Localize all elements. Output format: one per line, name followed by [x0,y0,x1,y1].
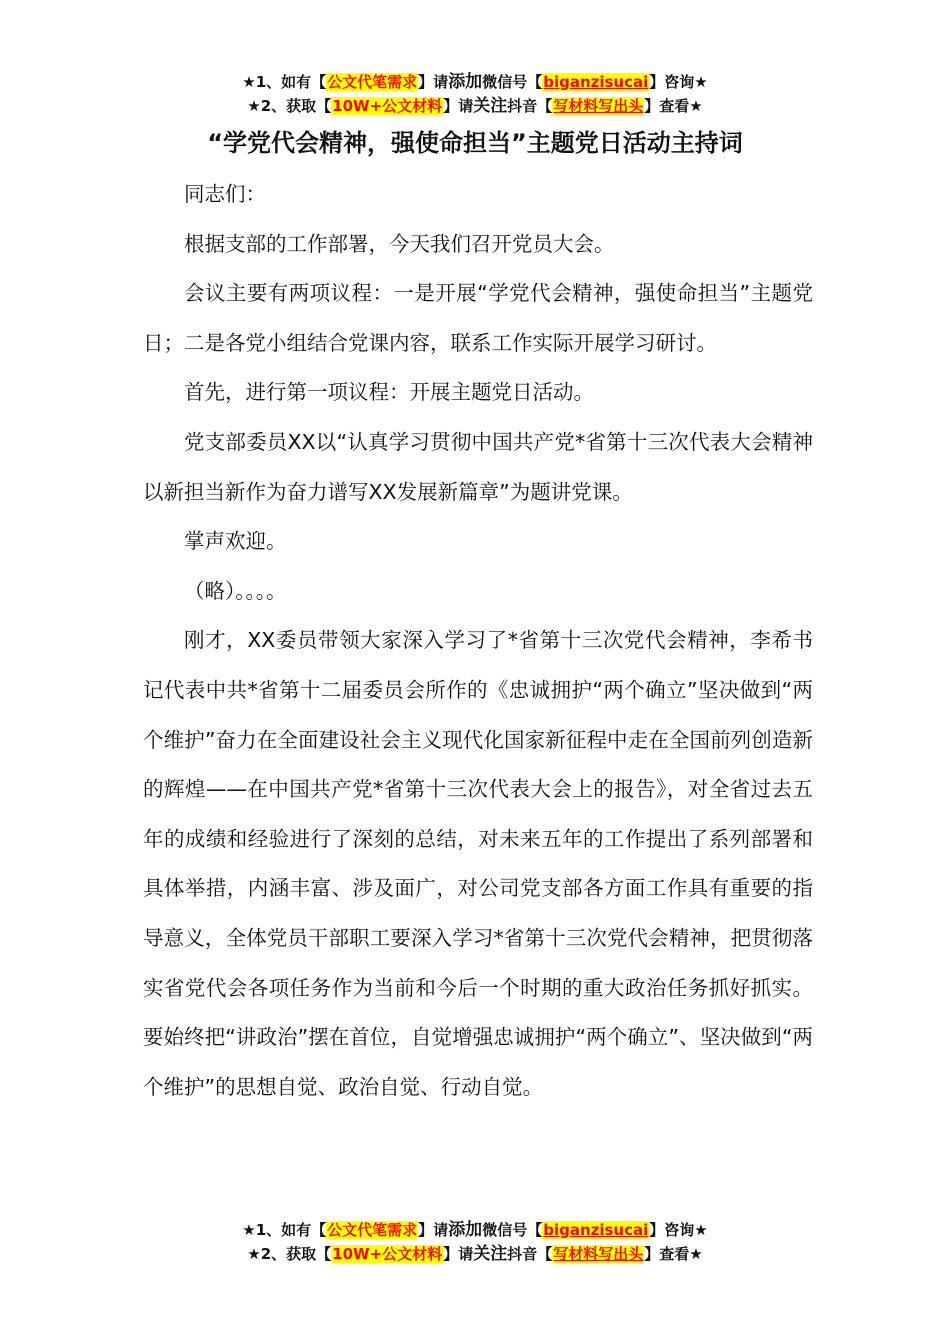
promo-line-1-text: 】请 [418,73,449,91]
wechat-id-link[interactable]: biganzisucai [543,1221,649,1239]
paragraph: 掌声欢迎。 [184,529,287,554]
paragraph: （略）。。。。 [184,578,287,603]
materials-highlight: 10W+公文材料 [332,1245,443,1263]
promo-line-1 [0,1218,950,1242]
paragraph: 根据支部的工作部署，今天我们召开党员大会。 [184,231,615,256]
promo-line-2-douyin-label: 抖音【 [507,1245,553,1263]
promo-line-1-suffix: 】咨询★ [649,73,708,91]
promo-line-2-prefix: ★2、获取【 [247,1245,332,1263]
follow-emphasis: 关注 [473,96,508,116]
wechat-id-link[interactable]: biganzisucai [543,73,649,91]
document-title: “学党代会精神，强使命担当”主题党日活动主持词 [207,129,743,157]
paragraph-greeting: 同志们： [184,182,266,206]
promo-line-2-suffix: 】查看★ [644,97,703,115]
promo-line-1-wechat-label: 微信号【 [482,73,543,91]
writing-service-highlight: 公文代笔需求 [327,1221,418,1239]
promo-line-1-wechat-label: 微信号【 [482,1221,543,1239]
promo-line-1 [0,70,950,94]
writing-service-highlight: 公文代笔需求 [327,73,418,91]
promo-line-1-prefix: ★1、如有【 [242,73,327,91]
add-emphasis: 添加 [448,72,483,92]
promo-line-2-text: 】请 [443,97,474,115]
douyin-account-link[interactable]: 写材料写出头 [553,1245,644,1263]
materials-highlight: 10W+公文材料 [332,97,443,115]
promo-line-2 [0,1242,950,1266]
promo-line-1-prefix: ★1、如有【 [242,1221,327,1239]
document-body [143,170,813,1112]
douyin-account-link[interactable]: 写材料写出头 [553,97,644,115]
promo-line-2-text: 】请 [443,1245,474,1263]
add-emphasis: 添加 [448,1220,483,1240]
promo-line-1-text: 】请 [418,1221,449,1239]
paragraph: 党支部委员XX以“认真学习贯彻中国共产党*省第十三次代表大会精神以新担当新作为奋力谱写XX发展新篇章”为题讲党课。 [143,429,813,504]
paragraph: 会议主要有两项议程：一是开展“学党代会精神，强使命担当”主题党日；二是各党小组结合党课内容，联系工作实际开展学习研讨。 [143,281,813,355]
promo-line-2-suffix: 】查看★ [644,1245,703,1263]
paragraph: 首先，进行第一项议程：开展主题党日活动。 [184,380,594,405]
paragraph: 刚才，XX委员带领大家深入学习了*省第十三次党代会精神，李希书记代表中共*省第十二届委员会所作的《忠诚拥护“两个确立”坚决做到“两个维护”奋力在全面建设社会主义现代化国家新征程中走在全国前列创造新的辉煌——在中国共产党*省第十三次代表大会上的报告》，对全省过去五年的成绩和经验进行了深刻的总结，对未来五年的工作提出了系列部署和具体举措，内涵丰富、涉及面广，对公司党支部各方面工作具有重要的指导意义，全体党员干部职工要深入学习*省第十三次党代会精神，把贯彻落实省党代会各项任务作为当前和今后一个时期的重大政治任务抓好抓实。要始终把“讲政治”摆在首位，自觉增强忠诚拥护“两个确立”、坚决做到“两个维护”的思想自觉、政治自觉、行动自觉。 [143,628,813,1099]
promo-line-2-douyin-label: 抖音【 [507,97,553,115]
bottom-promo-banner [0,1218,950,1266]
top-promo-banner [0,70,950,118]
promo-line-1-suffix: 】咨询★ [649,1221,708,1239]
promo-line-2 [0,94,950,118]
promo-line-2-prefix: ★2、获取【 [247,97,332,115]
follow-emphasis: 关注 [473,1244,508,1264]
